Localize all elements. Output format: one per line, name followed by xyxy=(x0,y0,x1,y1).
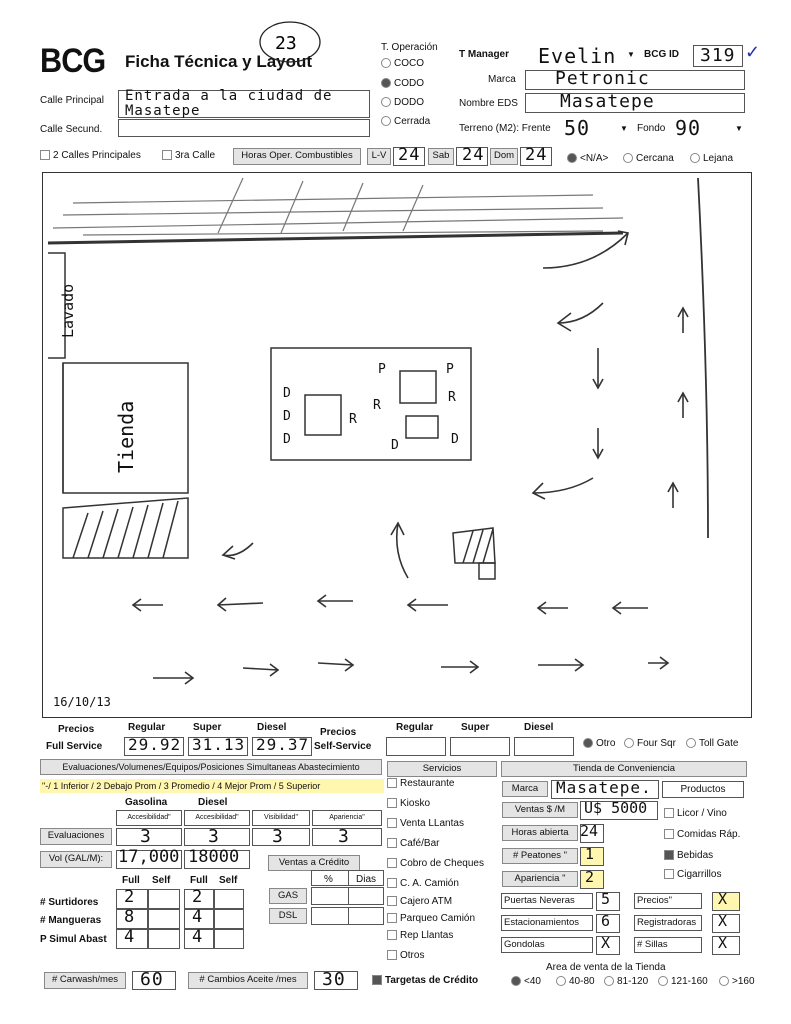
peatones-label: # Peatones " xyxy=(502,848,578,864)
dias-header-cell xyxy=(348,870,384,886)
productos-header: Productos xyxy=(662,781,744,798)
form-title: Ficha Técnica y Layout xyxy=(125,52,313,71)
gas-dias-field[interactable] xyxy=(348,887,384,905)
cambios-aceite-value: 30 xyxy=(322,969,346,990)
full-gas-header: Full xyxy=(122,875,140,886)
area-option-lt40[interactable]: <40 xyxy=(511,976,541,987)
estac-label: Estacionamientos xyxy=(501,915,593,931)
grid-cell[interactable] xyxy=(148,929,180,949)
pct-header-cell xyxy=(311,870,349,886)
grid-cell[interactable] xyxy=(148,909,180,929)
servicio-otros[interactable]: Otros xyxy=(387,950,424,961)
vol-button[interactable]: Vol (GAL/M): xyxy=(40,851,112,868)
pump-letter: D xyxy=(283,386,291,401)
self-service-label: Self-Service xyxy=(314,741,372,752)
servicio-kiosko[interactable]: Kiosko xyxy=(387,798,430,809)
full-dsl-header: Full xyxy=(190,875,208,886)
grid-cell[interactable] xyxy=(214,909,244,929)
lane-arrows-right xyxy=(153,657,668,684)
pump-letter: D xyxy=(391,438,399,453)
dsl-pct-field[interactable] xyxy=(311,907,349,925)
carwash-value: 60 xyxy=(140,969,164,990)
lv-label: L-V xyxy=(367,148,391,165)
sab-label: Sab xyxy=(428,148,454,165)
lane-arrows-left xyxy=(133,595,648,614)
frente-dropdown-icon[interactable]: ▼ xyxy=(620,124,628,133)
ventas-label: Ventas $ /M xyxy=(502,802,578,818)
cambios-aceite-label: # Cambios Aceite /mes xyxy=(188,972,308,989)
marca-label: Marca xyxy=(488,74,516,85)
operacion-label: T. Operación xyxy=(381,42,438,53)
horas-oper-button[interactable]: Horas Oper. Combustibles xyxy=(233,148,361,165)
manager-label: T Manager xyxy=(459,49,510,60)
tienda-marca-value: Masatepe. xyxy=(556,778,652,797)
horas-abierta-label: Horas abierta xyxy=(502,825,578,841)
manager-value: Evelin xyxy=(538,44,617,68)
servicio-cobro-cheques[interactable]: Cobro de Cheques xyxy=(387,858,484,869)
checkmark-icon: ✓ xyxy=(745,42,761,62)
servicio-ca-camion[interactable]: C. A. Camión xyxy=(387,878,459,889)
visibilidad-header: Visibilidad" xyxy=(252,810,310,826)
area-option-gt160[interactable]: >160 xyxy=(719,976,755,987)
diesel-label: Diesel xyxy=(198,797,228,808)
grid-cell[interactable] xyxy=(148,889,180,909)
operacion-option-coco[interactable]: COCO xyxy=(381,58,424,69)
tienda-label: Tienda xyxy=(114,400,138,473)
evaluaciones-scale: "-/ 1 Inferior / 2 Debajo Prom / 3 Promedio / 4 Mejor Prom / 5 Superior xyxy=(40,779,384,793)
col-diesel-self: Diesel xyxy=(524,722,554,733)
calle-secund-field[interactable] xyxy=(118,119,370,137)
terreno-label: Terreno (M2): Frente xyxy=(459,123,551,134)
servicio-restaurante[interactable]: Restaurante xyxy=(387,778,454,789)
prod-cigarrillos[interactable]: Cigarrillos xyxy=(664,869,721,880)
mangueras-full-dsl: 4 xyxy=(192,907,204,927)
evaluaciones-button[interactable]: Evaluaciones xyxy=(40,828,112,845)
dias-label: Dias xyxy=(356,874,377,885)
bcg-id-label: BCG ID xyxy=(644,49,679,60)
precios-tienda-mark: X xyxy=(718,890,729,908)
gas-pct-field[interactable] xyxy=(311,887,349,905)
sillas-mark: X xyxy=(718,934,729,952)
mangueras-label: # Mangueras xyxy=(40,915,102,926)
road-hatch xyxy=(53,178,623,235)
na-option[interactable]: <N/A> xyxy=(567,153,608,164)
operacion-option-cerrada[interactable]: Cerrada xyxy=(381,116,430,127)
self-precios-label: Precios xyxy=(320,727,357,738)
gasolina-label: Gasolina xyxy=(125,797,168,808)
gondolas-label: Gondolas xyxy=(501,937,593,953)
lv-value: 24 xyxy=(398,145,421,165)
calle-principal-label: Calle Principal xyxy=(40,95,104,106)
grid-cell[interactable] xyxy=(214,889,244,909)
registradoras-mark: X xyxy=(718,912,729,930)
self-diesel-field[interactable] xyxy=(514,737,574,756)
sillas-label: # Sillas xyxy=(634,937,702,953)
puertas-value: 5 xyxy=(601,890,612,908)
ventas-value: U$ 5000 xyxy=(584,799,648,817)
surtidores-label: # Surtidores xyxy=(40,897,99,908)
calle-secund-label: Calle Secund. xyxy=(40,124,103,135)
toll-gate-option[interactable]: Toll Gate xyxy=(686,738,738,749)
cercana-option[interactable]: Cercana xyxy=(623,153,674,164)
eval-value: 3 xyxy=(208,826,220,847)
accesibilidad-dsl-header: Accesibilidad" xyxy=(184,810,250,826)
area-option-121-160[interactable]: 121-160 xyxy=(658,976,708,987)
pump-letter: R xyxy=(373,398,381,413)
puertas-label: Puertas Neveras xyxy=(501,893,593,909)
accesibilidad-gas-header: Accesibilidad" xyxy=(116,810,182,826)
pump-letter: P xyxy=(378,362,386,377)
area-venta-label: Area de venta de la Tienda xyxy=(546,962,666,973)
self-regular-field[interactable] xyxy=(386,737,446,756)
dropdown-arrow-icon[interactable]: ▼ xyxy=(627,50,635,59)
tercera-calle-checkbox[interactable]: 3ra Calle xyxy=(162,150,215,161)
servicios-header: Servicios xyxy=(387,761,497,777)
self-super-field[interactable] xyxy=(450,737,510,756)
otro-option[interactable]: Otro xyxy=(583,738,615,749)
full-service-label: Full Service xyxy=(46,741,103,752)
dom-value: 24 xyxy=(525,145,548,165)
full-precios-label: Precios xyxy=(58,724,95,735)
operacion-option-codo[interactable]: CODO xyxy=(381,78,424,89)
area-option-81-120[interactable]: 81-120 xyxy=(604,976,648,987)
nombre-eds-value: Masatepe xyxy=(560,91,655,112)
col-diesel-full: Diesel xyxy=(257,722,287,733)
carwash-label: # Carwash/mes xyxy=(44,972,126,989)
sab-value: 24 xyxy=(462,145,485,165)
pct-label: % xyxy=(324,874,333,885)
pump-island xyxy=(271,348,471,460)
surtidores-full-dsl: 2 xyxy=(192,887,204,907)
pump-letter: R xyxy=(448,390,456,405)
operacion-option-dodo[interactable]: DODO xyxy=(381,97,424,108)
four-sqr-option[interactable]: Four Sqr xyxy=(624,738,676,749)
nombre-eds-label: Nombre EDS xyxy=(459,98,518,109)
pump-letter: D xyxy=(451,432,459,447)
apariencia-header: Apariencia" xyxy=(312,810,382,826)
bcg-id-value: 319 xyxy=(700,45,736,66)
dsl-label: DSL xyxy=(269,908,307,924)
mangueras-full-gas: 8 xyxy=(124,907,136,927)
tienda-header: Tienda de Conveniencia xyxy=(501,761,747,777)
circled-number xyxy=(255,18,325,66)
lavado-label: Lavado xyxy=(59,283,77,338)
dos-calles-checkbox[interactable]: 2 Calles Principales xyxy=(40,150,141,161)
self-dsl-header: Self xyxy=(219,875,238,886)
servicio-venta-llantas[interactable]: Venta LLantas xyxy=(387,818,464,829)
vol-dsl-value: 18000 xyxy=(188,847,240,867)
full-super-value: 31.13 xyxy=(192,735,246,754)
servicio-rep-llantas[interactable]: Rep Llantas xyxy=(387,930,453,941)
dsl-dias-field[interactable] xyxy=(348,907,384,925)
fondo-value: 90 xyxy=(675,116,702,140)
tienda-marca-label: Marca xyxy=(502,781,548,797)
pump-letter: R xyxy=(349,412,357,427)
psimul-full-dsl: 4 xyxy=(192,927,204,947)
sketch-date: 16/10/13 xyxy=(53,695,111,709)
eval-value: 3 xyxy=(272,826,284,847)
gondolas-value: X xyxy=(601,934,612,952)
apariencia-label: Apariencia " xyxy=(502,871,578,887)
estac-value: 6 xyxy=(601,912,612,930)
bcg-logo: BCG xyxy=(40,42,106,80)
prod-bebidas[interactable]: Bebidas xyxy=(664,850,713,861)
pump-letter: D xyxy=(283,409,291,424)
tarjetas-credito-checkbox[interactable]: Targetas de Crédito xyxy=(372,975,478,986)
tienda-hatch xyxy=(63,498,188,558)
self-gas-header: Self xyxy=(152,875,171,886)
psimul-label: P Simul Abast xyxy=(40,934,107,945)
ventas-credito-header: Ventas a Crédito xyxy=(268,855,360,871)
layout-sketch-area xyxy=(42,172,752,718)
col-super-self: Super xyxy=(461,722,490,733)
gas-label: GAS xyxy=(269,888,307,904)
surtidores-grid xyxy=(116,889,244,949)
peatones-value: 1 xyxy=(585,845,596,863)
fondo-label: Fondo xyxy=(637,123,666,134)
fondo-dropdown-icon[interactable]: ▼ xyxy=(735,124,743,133)
pump-letter: D xyxy=(283,432,291,447)
surtidores-full-gas: 2 xyxy=(124,887,136,907)
precios-tienda-label: Precios" xyxy=(634,893,702,909)
dom-label: Dom xyxy=(490,148,518,165)
lejana-option[interactable]: Lejana xyxy=(690,153,733,164)
servicio-cajero-atm[interactable]: Cajero ATM xyxy=(387,896,452,907)
eval-value: 3 xyxy=(140,826,152,847)
circled-number-text: 23 xyxy=(275,33,297,54)
vol-gas-value: 17,000 xyxy=(118,847,180,867)
area-option-40-80[interactable]: 40-80 xyxy=(556,976,595,987)
marca-value: Petronic xyxy=(555,68,650,89)
pump-letter: P xyxy=(446,362,454,377)
grid-cell[interactable] xyxy=(214,929,244,949)
frente-value: 50 xyxy=(564,116,591,140)
full-regular-value: 29.92 xyxy=(128,735,182,754)
sign-hatch xyxy=(453,528,495,579)
col-regular-self: Regular xyxy=(396,722,434,733)
servicio-cafe-bar[interactable]: Café/Bar xyxy=(387,838,439,849)
full-diesel-value: 29.37 xyxy=(256,735,310,754)
col-super-full: Super xyxy=(193,722,222,733)
calle-principal-value: Entrada a la ciudad de Masatepe xyxy=(125,88,333,119)
registradoras-label: Registradoras xyxy=(634,915,702,931)
prod-licor[interactable]: Licor / Vino xyxy=(664,808,727,819)
apariencia-value: 2 xyxy=(585,868,596,886)
horas-abierta-value: 24 xyxy=(580,822,599,840)
prod-comidas[interactable]: Comidas Ráp. xyxy=(664,829,740,840)
servicio-parqueo-camion[interactable]: Parqueo Camión xyxy=(387,913,475,924)
eval-value: 3 xyxy=(338,826,350,847)
layout-sketch xyxy=(43,173,751,717)
evaluaciones-header: Evaluaciones/Volumenes/Equipos/Posiciones Simultaneas Abastecimiento xyxy=(40,759,382,775)
col-regular-full: Regular xyxy=(128,722,166,733)
psimul-full-gas: 4 xyxy=(124,927,136,947)
